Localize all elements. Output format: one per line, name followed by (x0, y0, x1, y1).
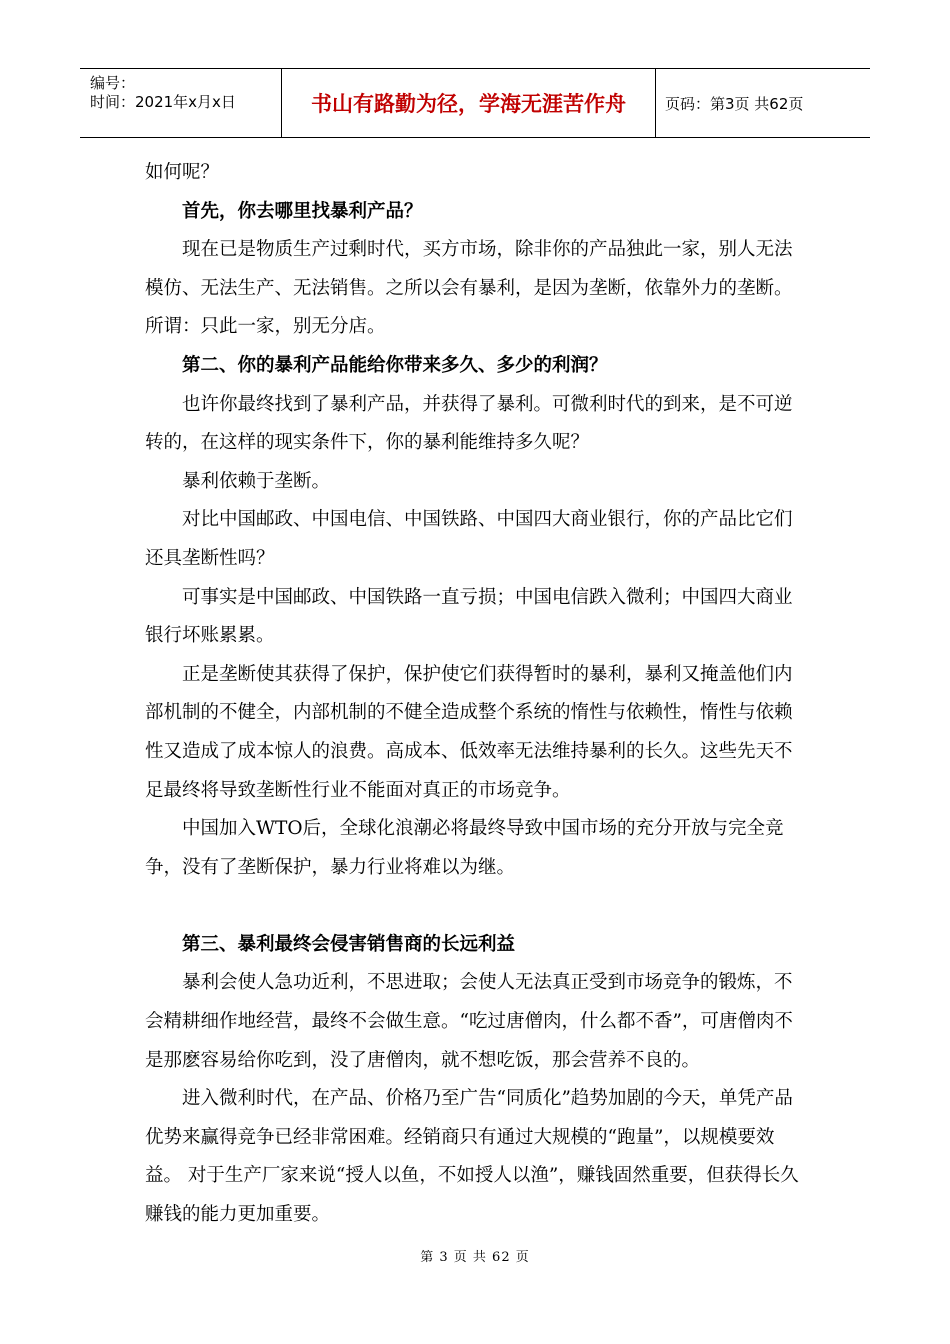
page-footer: 第 3 页 共 62 页 (420, 1250, 530, 1265)
paragraph: 暴利会使人急功近利，不思进取；会使人无法真正受到市场竞争的锻炼，不会精耕细作地经营，最终不会做生意。“吃过唐僧肉，什么都不香”，可唐僧肉不是那麽容易给你吃到，没了唐僧肉，就不想吃饭，那会营养不良的。 (145, 972, 793, 1071)
paragraph-spacer (145, 887, 810, 926)
section-heading-first: 首先，你去哪里找暴利产品？ (182, 200, 423, 222)
document-number-label: 编号： (90, 74, 136, 92)
document-date-label: 时间：2021年x月x日 (90, 93, 236, 111)
paragraph: 中国加入WTO后，全球化浪潮必将最终导致中国市场的充分开放与完全竞争，没有了垄断保护，暴力行业将难以为继。 (145, 818, 784, 878)
paragraph: 现在已是物质生产过剩时代，买方市场，除非你的产品独此一家，别人无法模仿、无法生产、无法销售。之所以会有暴利，是因为垄断，依靠外力的垄断。所谓：只此一家，别无分店。 (145, 239, 793, 338)
section-heading-second: 第二、你的暴利产品能给你带来多久、多少的利润？ (182, 354, 608, 376)
paragraph: 正是垄断使其获得了保护，保护使它们获得暂时的暴利，暴利又掩盖他们内部机制的不健全，内部机制的不健全造成整个系统的惰性与依赖性，惰性与依赖性又造成了成本惊人的浪费。高成本、低效率无法维持暴利的长久。这些先天不足最终将导致垄断性行业不能面对真正的市场竞争。 (145, 663, 793, 801)
paragraph: 对比中国邮政、中国电信、中国铁路、中国四大商业银行，你的产品比它们还具垄断性吗？ (145, 509, 793, 569)
section-heading-third: 第三、暴利最终会侵害销售商的长远利益 (182, 933, 516, 955)
document-body (145, 154, 810, 1235)
paragraph: 暴利依赖于垄断。 (182, 470, 331, 492)
paragraph-continuation: 如何呢？ (145, 162, 220, 183)
header-left-cell (80, 69, 281, 137)
header-motto: 书山有路勤为径，学海无涯苦作舟 (281, 69, 656, 137)
paragraph: 可事实是中国邮政、中国铁路一直亏损；中国电信跌入微利；中国四大商业银行坏账累累。 (145, 586, 793, 647)
paragraph: 进入微利时代，在产品、价格乃至广告“同质化”趋势加剧的今天，单凭产品优势来赢得竞争已经非常困难。经销商只有通过大规模的“跑量”，以规模要效益。 对于生产厂家来说“授人以鱼，不如授人以渔”，赚钱固然重要，但获得长久赚钱的能力更加重要。 (145, 1088, 799, 1226)
page-header (80, 68, 870, 138)
paragraph: 也许你最终找到了暴利产品，并获得了暴利。可微利时代的到来，是不可逆转的，在这样的现实条件下，你的暴利能维持多久呢？ (145, 393, 793, 454)
header-page-info: 页码：第3页 共62页 (665, 94, 804, 113)
